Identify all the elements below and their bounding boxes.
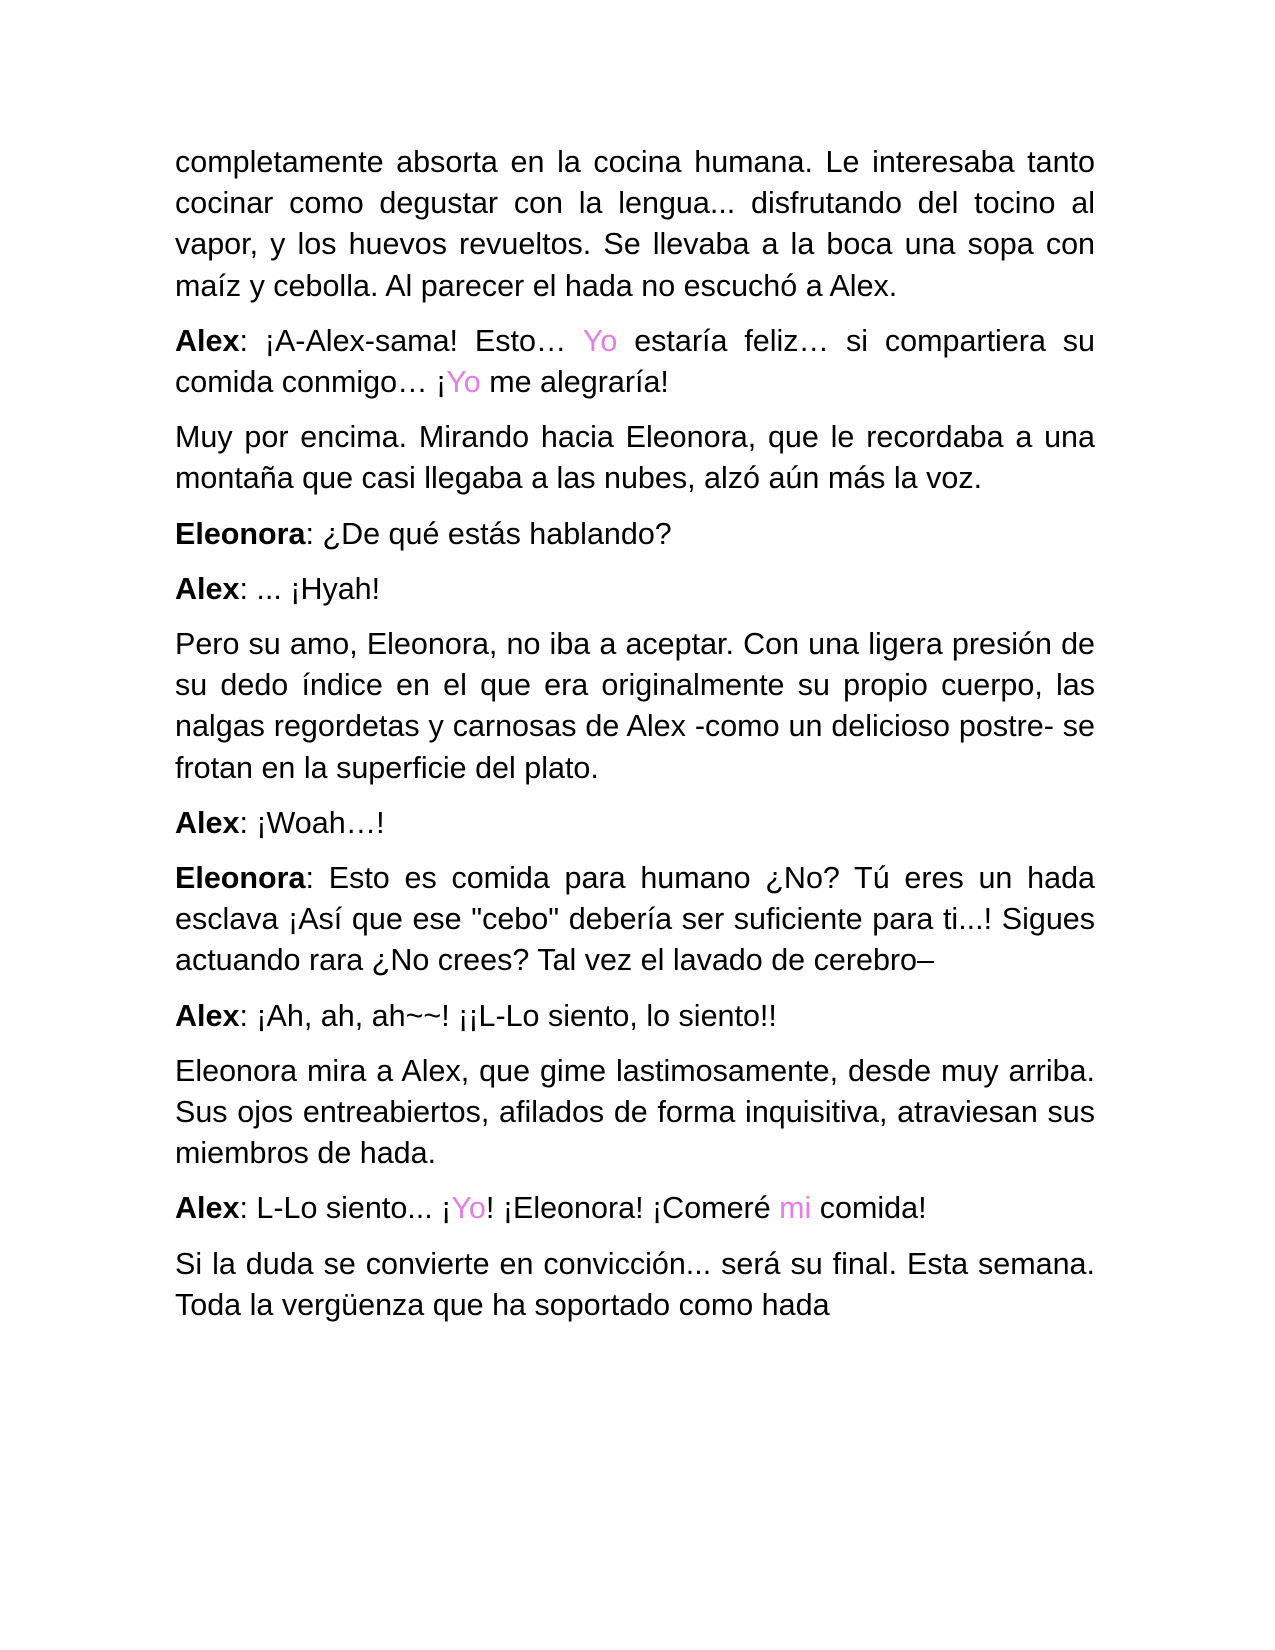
speaker-name: Alex (175, 998, 240, 1033)
text-run: : L-Lo siento... ¡ (239, 1191, 452, 1226)
text-run: Eleonora mira a Alex, que gime lastimosamente, desde muy arriba. Sus ojos entreabiertos, afilados de forma inquisitiva, atraviesan sus miembros de hada. (175, 1053, 1095, 1171)
text-run: completamente absorta en la cocina humana. Le interesaba tanto cocinar como degustar con la lengua... disfrutando del tocino al vapor, y los huevos revueltos. Se llevaba a la boca una sopa con maíz y cebolla. Al parecer el hada no escuchó a Alex. (175, 145, 1095, 303)
text-run: : ¿De qué estás hablando? (305, 516, 672, 551)
highlighted-word: mi (779, 1191, 812, 1226)
dialogue-line (175, 514, 1095, 555)
speaker-name: Alex (175, 805, 240, 840)
dialogue-line (175, 858, 1095, 982)
narration-paragraph (175, 1244, 1095, 1326)
narration-paragraph (175, 624, 1095, 789)
text-run: me alegraría! (480, 365, 669, 400)
dialogue-line (175, 803, 1095, 844)
speaker-name: Eleonora (175, 516, 306, 551)
highlighted-word: Yo (582, 323, 618, 358)
dialogue-line (175, 996, 1095, 1037)
text-run: Si la duda se convierte en convicción... será su final. Esta semana. Toda la vergüenza que ha soportado como hada (175, 1246, 1095, 1322)
dialogue-line (175, 569, 1095, 610)
text-run: : ¡Woah…! (239, 805, 385, 840)
text-run: : ... ¡Hyah! (239, 571, 381, 606)
highlighted-word: Yo (451, 1191, 486, 1226)
narration-paragraph (175, 417, 1095, 499)
dialogue-line (175, 1188, 1095, 1229)
text-run: comida! (811, 1191, 927, 1226)
speaker-name: Alex (175, 323, 240, 358)
text-run: : ¡Ah, ah, ah~~! ¡¡L-Lo siento, lo siento!! (239, 998, 777, 1033)
text-run: : ¡A-Alex-sama! Esto… (239, 323, 583, 358)
narration-paragraph (175, 142, 1095, 307)
dialogue-line (175, 321, 1095, 403)
speaker-name: Eleonora (175, 861, 306, 896)
text-run: estaría feliz… si compartiera su comida conmigo… ¡ (175, 323, 1096, 400)
text-run: : Esto es comida para humano ¿No? Tú eres un hada esclava ¡Así que ese "cebo" debería ser suficiente para ti...! Sigues actuando rara ¿No crees? Tal vez el lavado de cerebro– (175, 861, 1095, 978)
speaker-name: Alex (175, 571, 240, 606)
text-run: Muy por encima. Mirando hacia Eleonora, que le recordaba a una montaña que casi llegaba a las nubes, alzó aún más la voz. (175, 420, 1095, 496)
text-run: Pero su amo, Eleonora, no iba a aceptar. Con una ligera presión de su dedo índice en el que era originalmente su propio cuerpo, las nalgas regordetas y carnosas de Alex -como un delicioso postre- se frotan en la superficie del plato. (175, 627, 1095, 785)
highlighted-word: Yo (446, 365, 481, 400)
narration-paragraph (175, 1051, 1095, 1175)
document-page (175, 142, 1095, 1340)
text-run: ! ¡Eleonora! ¡Comeré (485, 1191, 780, 1226)
speaker-name: Alex (175, 1191, 240, 1226)
